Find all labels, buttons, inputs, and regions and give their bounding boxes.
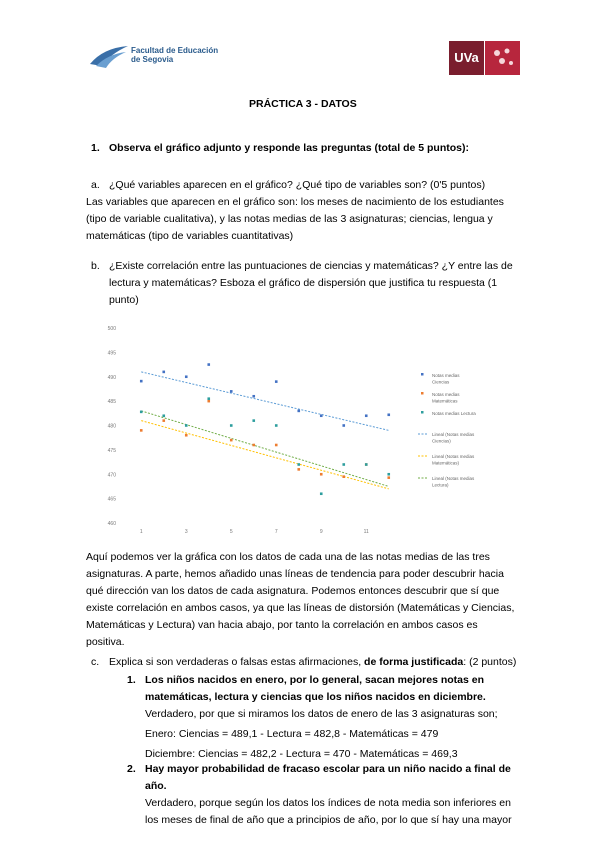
y-tick-label: 495 <box>107 350 116 357</box>
legend-label: Lineal (Notas medias <box>432 432 475 437</box>
y-tick-label: 485 <box>107 399 116 406</box>
data-point <box>365 414 368 417</box>
data-point <box>230 424 233 427</box>
data-point <box>230 390 233 393</box>
data-point <box>207 363 210 366</box>
page-title: PRÁCTICA 3 - DATOS <box>249 98 357 110</box>
data-point <box>365 463 368 466</box>
data-point <box>252 419 255 422</box>
data-point <box>140 411 143 414</box>
x-tick-label: 1 <box>139 529 143 535</box>
data-point <box>140 429 143 432</box>
qb-question: ¿Existe correlación entre las puntuaciones de ciencias y matemáticas? ¿Y entre las de lectura y matemáticas? Esboza el gráfico de dispersión que justifica tu respuesta (1 punto) <box>109 260 513 306</box>
uva-emblem-icon <box>485 41 520 75</box>
x-tick-label: 5 <box>229 529 233 535</box>
qa-answer: Las variables que aparecen en el gráfico son: los meses de nacimiento de los estudiantes (tipo de variable cualitativa), y las notas medias de las 3 asignaturas; ciencias, lengua y matemáticas (tipo de variables cuantitativas) <box>86 196 504 242</box>
data-point <box>185 375 188 378</box>
qc-item2: Hay mayor probabilidad de fracaso escolar para un niño nacido a final de año. Verdadero, porque según los datos los índices de nota media son inferiores en los meses de final de año que a principios de año, por lo que sí hay una mayor <box>145 763 512 826</box>
data-point <box>387 476 390 479</box>
data-point <box>275 424 278 427</box>
data-point <box>297 463 300 466</box>
data-point <box>185 434 188 437</box>
data-point <box>342 475 345 478</box>
qc-item2-number: 2. <box>127 763 136 775</box>
qc-label: c. <box>91 656 100 668</box>
qa-question: ¿Qué variables aparecen en el gráfico? ¿Qué tipo de variables son? (0'5 puntos) <box>109 179 486 191</box>
legend-marker <box>421 411 424 414</box>
data-point <box>185 424 188 427</box>
qb-label: b. <box>91 260 100 272</box>
legend-label: Notas medias <box>432 373 460 378</box>
data-point <box>140 380 143 383</box>
uva-logo <box>449 41 520 75</box>
data-point <box>320 473 323 476</box>
legend-label: Matemáticas <box>432 398 458 404</box>
y-tick-label: 475 <box>107 447 116 454</box>
data-point <box>297 410 300 413</box>
x-tick-label: 3 <box>184 529 188 535</box>
q1-number: 1. <box>91 142 100 154</box>
data-point <box>342 424 345 427</box>
y-tick-label: 465 <box>107 496 116 503</box>
qb-answer: Aquí podemos ver la gráfica con los datos de cada una de las notas medias de las tres asignaturas. A parte, hemos añadido unas líneas de tendencia para poder descubrir hacia qué dirección van los datos de cada asignatura. Podemos entonces descubrir que sí que existe correlación en ambos casos, ya que las líneas de distorsión (Matemáticas y Ciencias, Matemáticas y Lectura) van hacia abajo, por tanto la correlación en ambos casos es positiva. <box>86 551 515 648</box>
data-point <box>230 439 233 442</box>
q1-text: Observa el gráfico adjunto y responde las preguntas (total de 5 puntos): <box>109 142 469 154</box>
legend-label: Ciencias <box>432 379 450 385</box>
data-point <box>207 400 210 403</box>
data-point <box>275 444 278 447</box>
data-point <box>162 414 165 417</box>
data-point <box>252 395 255 398</box>
qc-item1: Los niños nacidos en enero, por lo general, sacan mejores notas en matemáticas, lectura y ciencias que los niños nacidos en diciembre. Verdadero, por que si miramos los datos de enero de las 3 asignaturas son; Enero: Ciencias = 489,1 - Lectura = 482,8 - Matemáticas = 479 Diciembre: Ciencias = 482,2 - Lectura = 470 - Matemáticas = 469,3 <box>145 674 498 760</box>
legend-label: Matemáticas) <box>432 460 460 466</box>
data-point <box>162 371 165 374</box>
legend-label: Notas medias <box>432 392 460 397</box>
y-tick-label: 490 <box>107 374 116 381</box>
trend-line <box>141 372 389 431</box>
y-tick-label: 470 <box>107 472 116 479</box>
qc-item1-number: 1. <box>127 674 136 686</box>
x-tick-label: 7 <box>274 529 278 535</box>
faculty-name: Facultad de Educación de Segovia <box>131 46 219 64</box>
x-tick-label: 9 <box>319 529 323 535</box>
qa-label: a. <box>91 179 100 191</box>
legend-label: Notas medias Lectura <box>432 411 476 416</box>
trend-line <box>141 421 389 489</box>
qc-intro: Explica si son verdaderas o falsas estas afirmaciones, de forma justificada: (2 puntos) <box>109 656 517 668</box>
legend-marker <box>421 392 424 395</box>
data-point <box>275 380 278 383</box>
data-point <box>320 414 323 417</box>
trend-line <box>141 411 389 487</box>
scatter-chart <box>100 318 530 538</box>
data-point <box>320 492 323 495</box>
data-point <box>252 444 255 447</box>
legend-label: Ciencias) <box>432 438 451 444</box>
data-point <box>297 468 300 471</box>
data-point <box>387 413 390 416</box>
legend-label: Lectura) <box>432 482 449 488</box>
uva-logo-text: UVa <box>449 41 484 75</box>
legend-label: Lineal (Notas medias <box>432 454 475 459</box>
y-tick-label: 480 <box>107 423 116 430</box>
data-point <box>162 419 165 422</box>
y-tick-label: 500 <box>107 326 116 332</box>
data-point <box>342 463 345 466</box>
y-tick-label: 460 <box>107 521 116 527</box>
data-point <box>207 397 210 400</box>
data-point <box>387 473 390 476</box>
legend-marker <box>421 373 424 376</box>
x-tick-label: 11 <box>363 529 369 535</box>
legend-label: Lineal (Notas medias <box>432 476 475 481</box>
